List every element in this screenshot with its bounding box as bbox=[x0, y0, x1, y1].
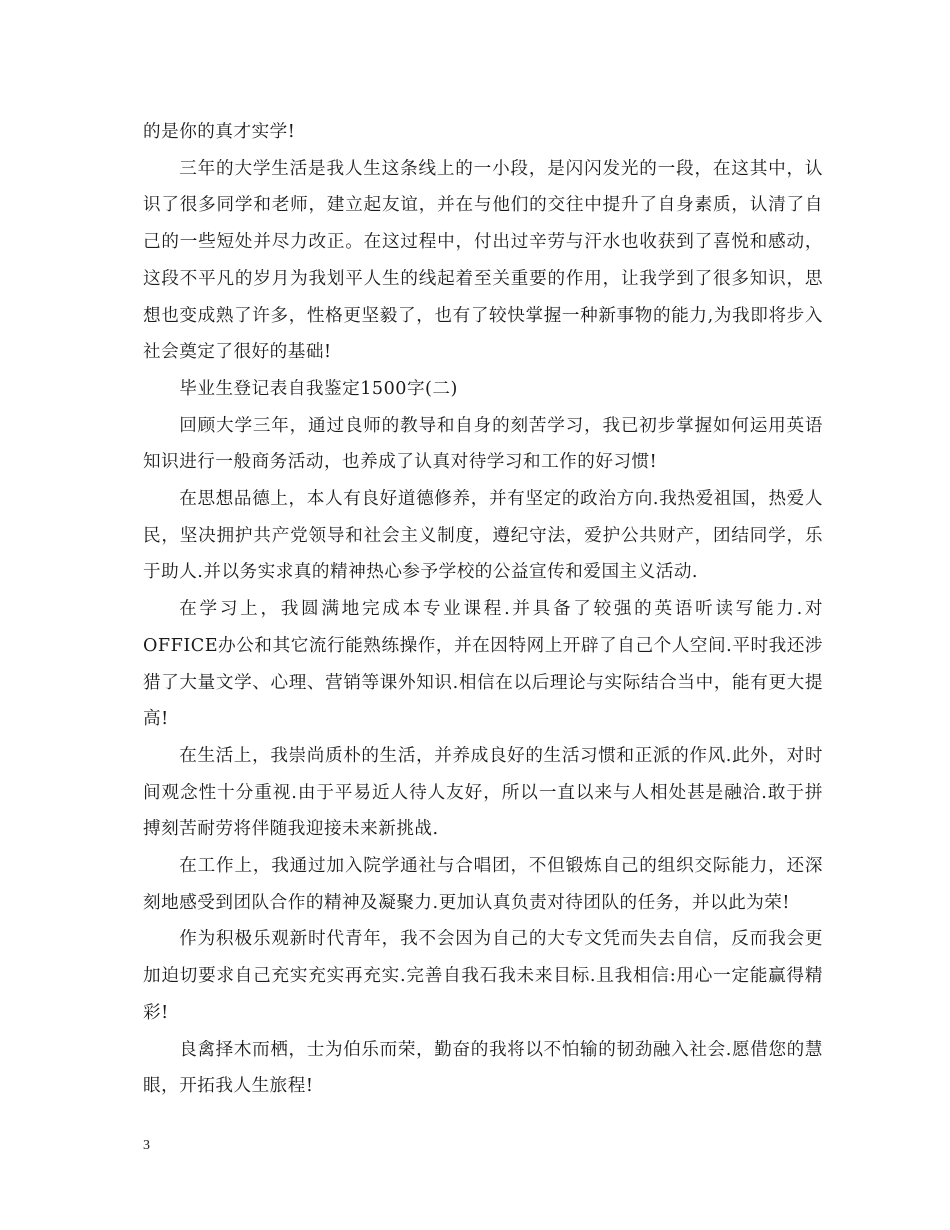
paragraph-closing: 良禽择木而栖，士为伯乐而荣，勤奋的我将以不怕输的韧劲融入社会.愿借您的慧眼，开拓我人生旅程! bbox=[143, 1039, 823, 1097]
paragraph-youth: 作为积极乐观新时代青年，我不会因为自己的大专文凭而失去自信，反而我会更加迫切要求自己充实充实再充实.完善自我石我未来目标.且我相信:用心一定能赢得精彩! bbox=[143, 929, 823, 1023]
paragraph-review: 回顾大学三年，通过良师的教导和自身的刻苦学习，我已初步掌握如何运用英语知识进行一般商务活动，也养成了认真对待学习和工作的好习惯! bbox=[143, 415, 823, 473]
paragraph-college-life: 三年的大学生活是我人生这条线上的一小段，是闪闪发光的一段，在这其中，认识了很多同学和老师，建立起友谊，并在与他们的交往中提升了自身素质，认清了自己的一些短处并尽力改正。在这过程中，付出过辛劳与汗水也收获到了喜悦和感动，这段不平凡的岁月为我划平人生的线起着至关重要的作用，让我学到了很多知识，思想也变成熟了许多，性格更坚毅了，也有了较快掌握一种新事物的能力,为我即将步入社会奠定了很好的基础! bbox=[143, 158, 823, 363]
document-body bbox=[143, 114, 823, 1105]
paragraph-study: 在学习上，我圆满地完成本专业课程.并具备了较强的英语听读写能力.对OFFICE办公和其它流行能熟练操作，并在因特网上开辟了自己个人空间.平时我还涉猎了大量文学、心理、营销等课外知识.相信在以后理论与实际结合当中，能有更大提高! bbox=[143, 599, 823, 730]
paragraph-life: 在生活上，我崇尚质朴的生活，并养成良好的生活习惯和正派的作风.此外，对时间观念性十分重视.由于平易近人待人友好，所以一直以来与人相处甚是融洽.敢于拼搏刻苦耐劳将伴随我迎接未来新挑战. bbox=[143, 745, 823, 840]
paragraph-work: 在工作上，我通过加入院学通社与合唱团，不但锻炼自己的组织交际能力，还深刻地感受到团队合作的精神及凝聚力.更加认真负责对待团队的任务，并以此为荣! bbox=[143, 856, 823, 913]
page-number: 3 bbox=[143, 1138, 150, 1153]
section-heading: 毕业生登记表自我鉴定1500字(二) bbox=[179, 378, 458, 399]
paragraph-ideology: 在思想品德上，本人有良好道德修养，并有坚定的政治方向.我热爱祖国，热爱人民，坚决拥护共产党领导和社会主义制度，遵纪守法，爱护公共财产，团结同学，乐于助人.并以务实求真的精神热心参予学校的公益宣传和爱国主义活动. bbox=[143, 489, 823, 583]
paragraph-continuation: 的是你的真才实学! bbox=[143, 122, 296, 142]
